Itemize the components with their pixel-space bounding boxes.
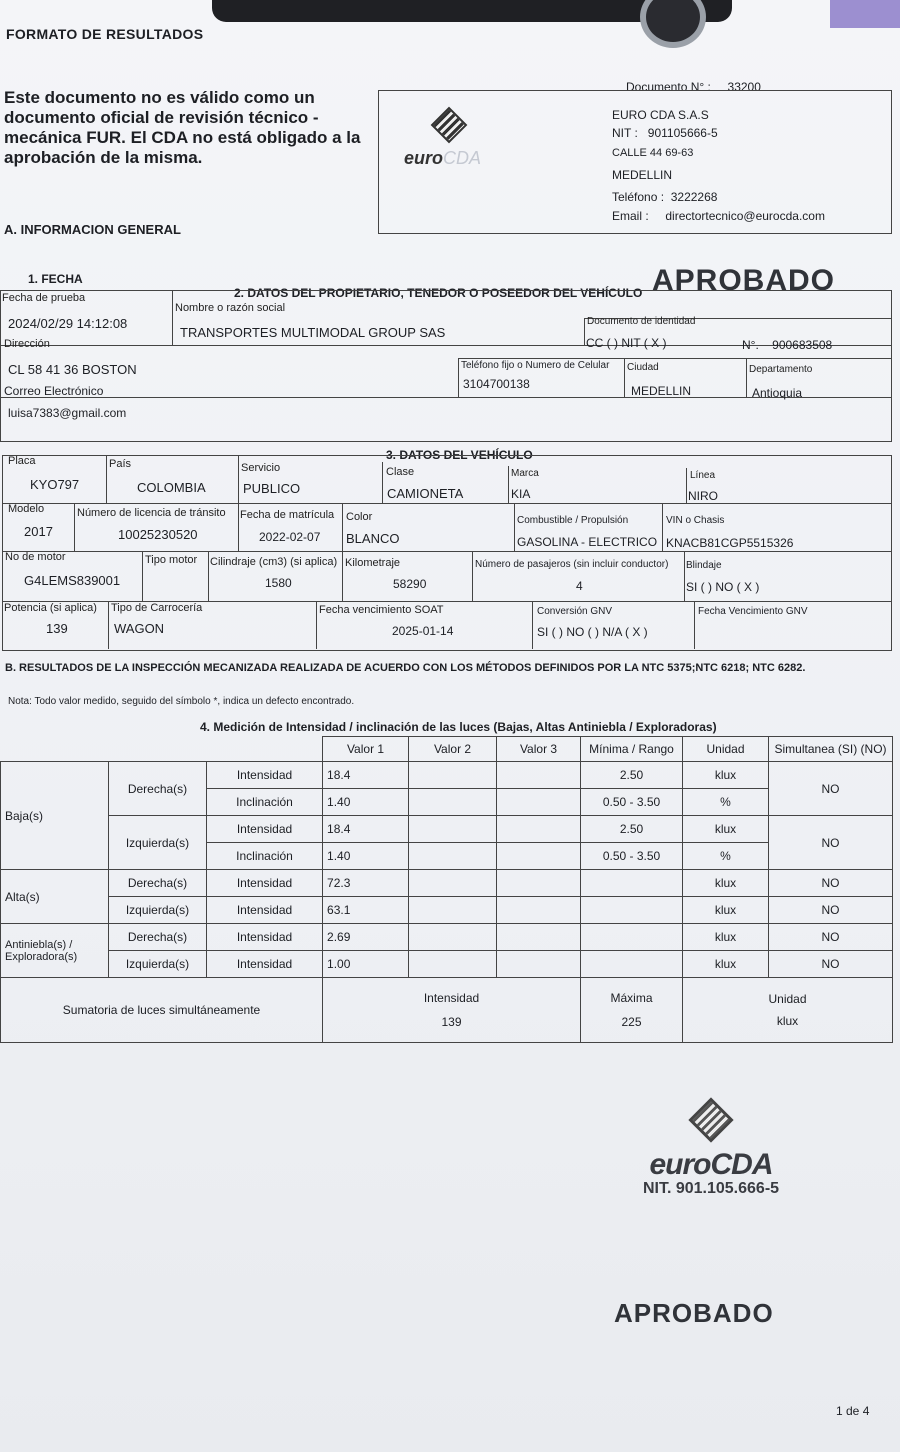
value-cell: 18.4 (323, 762, 409, 789)
unit-cell: klux (683, 924, 769, 951)
clipboard-ring (640, 0, 706, 48)
matricula-value: 2022-02-07 (259, 530, 321, 544)
nota-text: Nota: Todo valor medido, seguido del símbolo *, indica un defecto encontrado. (8, 696, 355, 707)
min-cell: 2.50 (581, 816, 683, 843)
dept-label: Departamento (749, 364, 813, 375)
sumatoria-maxima: Máxima 225 (581, 978, 683, 1043)
modelo-value: 2017 (24, 524, 53, 539)
footer-nit: NIT. 901.105.666-5 (642, 1180, 780, 1197)
baja-derecha-label: Derecha(s) (109, 762, 207, 816)
matricula-label: Fecha de matrícula (240, 509, 335, 521)
cilindraje-value: 1580 (265, 576, 292, 590)
lights-table (0, 736, 893, 1043)
alta-label: Alta(s) (1, 870, 109, 924)
eurocda-logo: euroCDA (404, 112, 481, 169)
table-row (1, 762, 893, 789)
sumatoria-row (1, 978, 893, 1043)
placa-label: Placa (8, 455, 36, 467)
row-label: Inclinación (207, 789, 323, 816)
fecha-title: 1. FECHA (28, 272, 83, 286)
email-value: luisa7383@gmail.com (8, 406, 127, 420)
background-edge (830, 0, 900, 28)
header-unidad: Unidad (683, 737, 769, 762)
table-row (1, 924, 893, 951)
sumatoria-unidad: Unidad klux (683, 978, 893, 1043)
licencia-value: 10025230520 (118, 527, 198, 542)
dept-value: Antioquia (752, 386, 803, 400)
table-row (1, 870, 893, 897)
footer-status-stamp: APROBADO (614, 1298, 774, 1328)
unit-cell: % (683, 789, 769, 816)
cda-city: MEDELLIN (612, 168, 673, 182)
carroceria-label: Tipo de Carrocería (111, 602, 203, 614)
lights-header-row (1, 737, 893, 762)
address-value: CL 58 41 36 BOSTON (8, 362, 137, 377)
value-cell: 1.40 (323, 789, 409, 816)
clase-label: Clase (386, 466, 415, 478)
sumatoria-label: Sumatoria de luces simultáneamente (1, 978, 323, 1043)
anti-derecha-label: Derecha(s) (109, 924, 207, 951)
min-cell: 2.50 (581, 762, 683, 789)
unit-cell: klux (683, 897, 769, 924)
combustible-value: GASOLINA - ELECTRICO (517, 535, 658, 549)
pais-label: País (109, 458, 132, 470)
fecha-label: Fecha de prueba (2, 292, 86, 304)
document-number: Documento N° : 33200 (626, 80, 761, 94)
value-cell: 1.40 (323, 843, 409, 870)
unit-cell: klux (683, 870, 769, 897)
row-label: Intensidad (207, 762, 323, 789)
modelo-label: Modelo (8, 503, 45, 515)
servicio-label: Servicio (241, 462, 281, 474)
row-label: Intensidad (207, 951, 323, 978)
linea-value: NIRO (688, 489, 718, 503)
antiniebla-label: Antiniebla(s) / Exploradora(s) (1, 924, 109, 978)
section-a-title: A. INFORMACION GENERAL (4, 222, 181, 237)
unit-cell: klux (683, 816, 769, 843)
vin-label: VIN o Chasis (666, 515, 725, 526)
blindaje-value: SI ( ) NO ( X ) (686, 580, 760, 594)
row-label: Intensidad (207, 816, 323, 843)
tipo-motor-label: Tipo motor (145, 554, 198, 566)
soat-value: 2025-01-14 (392, 624, 454, 638)
vehicle-title: 3. DATOS DEL VEHÍCULO (386, 448, 533, 462)
unit-cell: klux (683, 762, 769, 789)
sim-cell: NO (769, 816, 893, 870)
sim-cell: NO (769, 762, 893, 816)
row-label: Intensidad (207, 870, 323, 897)
header-minima: Mínima / Rango (581, 737, 683, 762)
page-number: 1 de 4 (836, 1404, 870, 1418)
min-cell: 0.50 - 3.50 (581, 843, 683, 870)
alta-izquierda-label: Izquierda(s) (109, 897, 207, 924)
pasajeros-value: 4 (576, 579, 583, 593)
baja-label: Baja(s) (1, 762, 109, 870)
owner-name-label: Nombre o razón social (175, 302, 286, 314)
color-value: BLANCO (346, 531, 400, 546)
city-value: MEDELLIN (631, 384, 692, 398)
carroceria-value: WAGON (114, 621, 165, 636)
km-value: 58290 (393, 577, 427, 591)
header-valor3: Valor 3 (497, 737, 581, 762)
section-b-title: B. RESULTADOS DE LA INSPECCIÓN MECANIZADA REALIZADA DE ACUERDO CON LOS MÉTODOS DEFINIDOS POR LA NTC 5375;NTC 6218; NTC 6282. (5, 662, 806, 674)
cilindraje-label: Cilindraje (cm3) (si aplica) (210, 556, 338, 568)
motor-value: G4LEMS839001 (24, 573, 121, 588)
marca-label: Marca (511, 468, 539, 479)
owner-doc-type: CC ( ) NIT ( X ) (586, 336, 667, 350)
phone-label: Teléfono fijo o Numero de Celular (461, 360, 610, 371)
placa-value: KYO797 (30, 477, 80, 492)
pasajeros-label: Número de pasajeros (sin incluir conductor) (475, 559, 669, 570)
anti-izquierda-label: Izquierda(s) (109, 951, 207, 978)
table-row (1, 816, 893, 843)
eurocda-footer-logo: euroCDA NIT. 901.105.666-5 (626, 1104, 796, 1198)
luces-title: 4. Medición de Intensidad / inclinación de las luces (Bajas, Altas Antiniebla / Exploradoras) (200, 720, 717, 734)
blindaje-label: Blindaje (686, 560, 722, 571)
status-stamp: APROBADO (652, 264, 836, 297)
propietario-title: 2. DATOS DEL PROPIETARIO, TENEDOR O POSEEDOR DEL VEHÍCULO (234, 286, 643, 300)
value-cell: 2.69 (323, 924, 409, 951)
vin-value: KNACB81CGP5515326 (666, 536, 794, 550)
servicio-value: PUBLICO (243, 481, 301, 496)
alta-derecha-label: Derecha(s) (109, 870, 207, 897)
row-label: Inclinación (207, 843, 323, 870)
header-simultanea: Simultanea (SI) (NO) (769, 737, 893, 762)
min-cell: 0.50 - 3.50 (581, 789, 683, 816)
gnv-venc-label: Fecha Vencimiento GNV (698, 606, 808, 617)
linea-label: Línea (690, 470, 716, 481)
cda-nit: NIT : 901105666-5 (612, 126, 718, 140)
cda-name: EURO CDA S.A.S (612, 108, 709, 122)
table-row (1, 951, 893, 978)
unit-cell: klux (683, 951, 769, 978)
cda-address: CALLE 44 69-63 (612, 147, 694, 159)
sim-cell: NO (769, 870, 893, 897)
address-label: Dirección (4, 338, 50, 350)
pais-value: COLOMBIA (137, 480, 206, 495)
header-valor2: Valor 2 (409, 737, 497, 762)
email-label: Correo Electrónico (4, 384, 104, 398)
owner-doc-label: Documento de identidad (587, 316, 696, 327)
disclaimer-text: Este documento no es válido como un documento oficial de revisión técnico - mecánica FUR. El CDA no está obligado a la aprobación de la misma. (4, 88, 361, 167)
value-cell: 72.3 (323, 870, 409, 897)
header-valor1: Valor 1 (323, 737, 409, 762)
sim-cell: NO (769, 897, 893, 924)
value-cell: 63.1 (323, 897, 409, 924)
owner-name: TRANSPORTES MULTIMODAL GROUP SAS (180, 325, 446, 340)
row-label: Intensidad (207, 924, 323, 951)
sim-cell: NO (769, 951, 893, 978)
marca-value: KIA (511, 487, 531, 501)
gnv-value: SI ( ) NO ( ) N/A ( X ) (537, 625, 648, 639)
row-label: Intensidad (207, 897, 323, 924)
clase-value: CAMIONETA (387, 486, 464, 501)
document-title: FORMATO DE RESULTADOS (6, 26, 204, 42)
owner-doc-no: N°. 900683508 (742, 338, 833, 352)
color-label: Color (346, 511, 373, 523)
cda-email: Email : directortecnico@eurocda.com (612, 209, 825, 223)
city-label: Ciudad (627, 362, 659, 373)
baja-izquierda-label: Izquierda(s) (109, 816, 207, 870)
potencia-value: 139 (46, 621, 68, 636)
combustible-label: Combustible / Propulsión (517, 515, 629, 526)
cda-phone: Teléfono : 3222268 (612, 190, 718, 204)
value-cell: 1.00 (323, 951, 409, 978)
potencia-label: Potencia (si aplica) (4, 602, 97, 614)
soat-label: Fecha vencimiento SOAT (319, 604, 444, 616)
motor-label: No de motor (5, 551, 66, 563)
unit-cell: % (683, 843, 769, 870)
value-cell: 18.4 (323, 816, 409, 843)
sumatoria-intensidad: Intensidad 139 (323, 978, 581, 1043)
table-row (1, 897, 893, 924)
fecha-value: 2024/02/29 14:12:08 (8, 316, 128, 331)
km-label: Kilometraje (345, 557, 401, 569)
eurocda-logo-icon (431, 107, 468, 144)
gnv-label: Conversión GNV (537, 606, 613, 617)
sim-cell: NO (769, 924, 893, 951)
eurocda-footer-logo-icon (688, 1097, 733, 1142)
phone-value: 3104700138 (463, 377, 530, 391)
licencia-label: Número de licencia de tránsito (77, 507, 226, 519)
